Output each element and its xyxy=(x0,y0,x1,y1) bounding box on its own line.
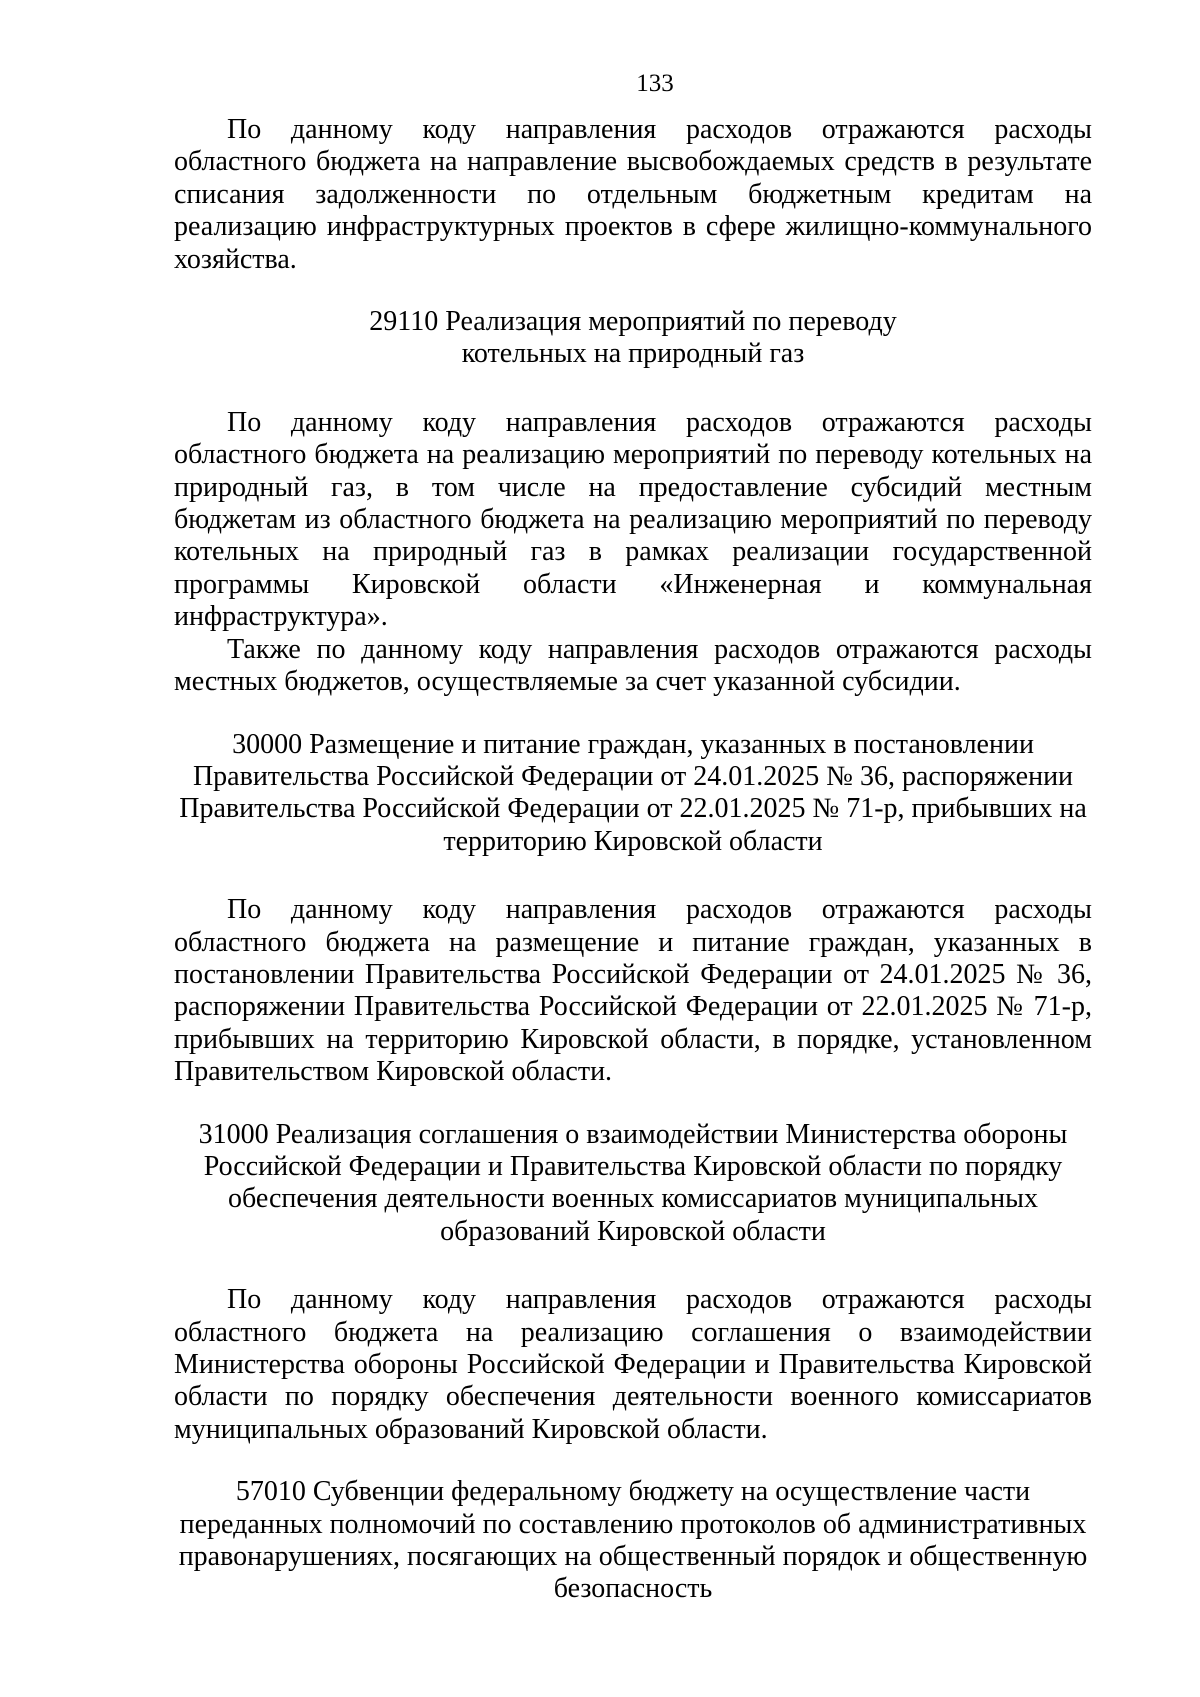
heading-57010 xyxy=(174,1476,1092,1606)
heading-line: Российской Федерации и Правительства Кировской области по порядку xyxy=(203,1150,1063,1182)
paragraph-housing-debt-writeoff: По данному коду направления расходов отражаются расходы областного бюджета на направление высвобождаемых средств в результате списания задолженности по отдельным бюджетным кредитам на реализацию инфраструктурных проектов в сфере жилищно-коммунального хозяйства. xyxy=(174,114,1092,275)
heading-line: безопасность xyxy=(553,1573,713,1605)
heading-line: котельных на природный газ xyxy=(461,338,805,370)
heading-line: Правительства Российской Федерации от 24.01.2025 № 36, распоряжении xyxy=(192,760,1074,792)
heading-30000 xyxy=(174,729,1092,859)
paragraph-30000-expenses: По данному коду направления расходов отражаются расходы областного бюджета на размещение и питание граждан, указанных в постановлении Правительства Российской Федерации от 24.01.2025 № 36, распоряжении Правительства Российской Федерации от 22.01.2025 № 71-р, прибывших на территорию Кировской области, в порядке, установленном Правительством Кировской области. xyxy=(174,894,1092,1088)
heading-line: обеспечения деятельности военных комиссариатов муниципальных xyxy=(228,1183,1038,1215)
heading-line: правонарушениях, посягающих на общественный порядок и общественную xyxy=(178,1541,1088,1573)
heading-29110 xyxy=(174,306,1092,371)
heading-line: территорию Кировской области xyxy=(443,825,823,857)
heading-line: Правительства Российской Федерации от 22.01.2025 № 71-р, прибывших на xyxy=(179,793,1087,825)
paragraph-29110-local-budgets: Также по данному коду направления расходов отражаются расходы местных бюджетов, осуществляемые за счет указанной субсидии. xyxy=(174,633,1092,698)
heading-line: 29110 Реализация мероприятий по переводу xyxy=(369,306,897,338)
heading-line: 57010 Субвенции федеральному бюджету на осуществление части xyxy=(235,1476,1031,1508)
paragraph-31000-expenses: По данному коду направления расходов отражаются расходы областного бюджета на реализацию соглашения о взаимодействии Министерства обороны Российской Федерации и Правительства Кировской области по порядку обеспечения деятельности военного комиссариатов муниципальных образований Кировской области. xyxy=(174,1284,1092,1445)
page-number: 133 xyxy=(636,70,674,97)
heading-line: переданных полномочий по составлению протоколов об административных xyxy=(179,1508,1087,1540)
heading-31000 xyxy=(174,1119,1092,1249)
heading-line: 30000 Размещение и питание граждан, указанных в постановлении xyxy=(232,728,1034,760)
heading-line: образований Кировской области xyxy=(440,1215,826,1247)
heading-line: 31000 Реализация соглашения о взаимодействии Министерства обороны xyxy=(198,1118,1068,1150)
paragraph-29110-expenses: По данному коду направления расходов отражаются расходы областного бюджета на реализацию мероприятий по переводу котельных на природный газ, в том числе на предоставление субсидий местным бюджетам из областного бюджета на реализацию мероприятий по переводу котельных на природный газ в рамках реализации государственной программы Кировской области «Инженерная и коммунальная инфраструктура». xyxy=(174,406,1092,633)
